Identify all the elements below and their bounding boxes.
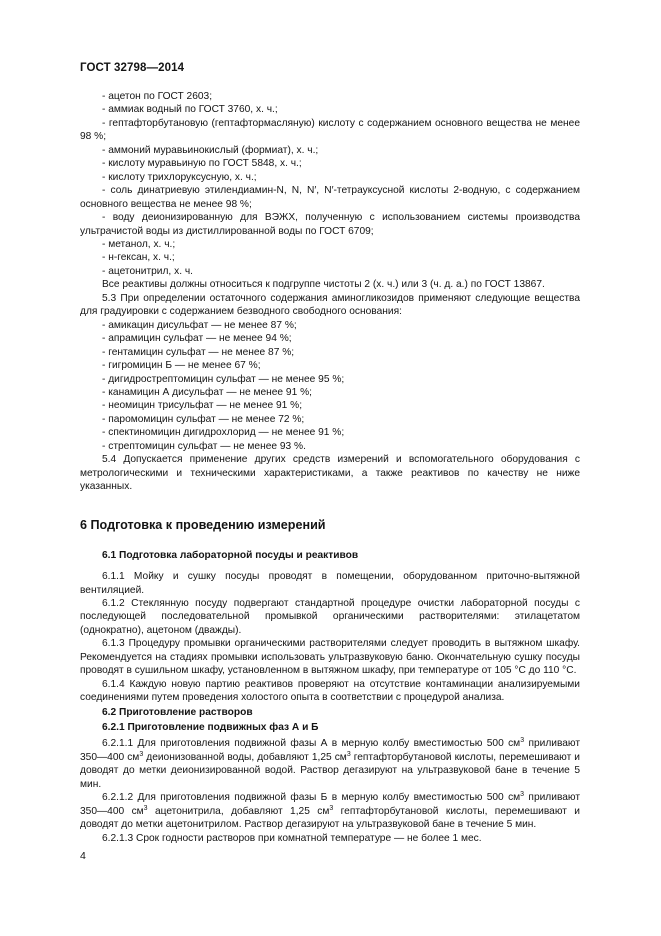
reagent-item: - кислоту трихлоруксусную, х. ч.; [102,171,257,183]
reagent-item: - воду деионизированную для ВЭЖХ, полученную с использованием системы производства ультрачистой воды из дистиллированной воды по ГОСТ 6709; [80,212,580,237]
standard-item: - гентамицин сульфат — не менее 87 %; [102,346,295,358]
standard-item: - гигромицин Б — не менее 67 %; [102,360,261,372]
paragraph-6-2-1-1: 6.2.1.1 Для приготовления подвижной фазы А в мерную колбу вместимостью 500 $см^3$ приливают 350—400 $см^3$ деионизованной воды, добавляют 1,25 $см^3$ гептафторбутановой кислоты, перемешивают и доводят до метки деионизированной водой. Раствор дегазируют на ультразвуковой бане в течение 5 мин. [80,737,580,790]
paragraph-5-3: 5.3 При определении остаточного содержания аминогликозидов применяют следующие вещества для градуировки с содержанием безводного свободного основания: [80,292,580,318]
standard-item: - спектиномицин дигидрохлорид — не менее 91 %; [102,427,345,439]
subsection-6-1-heading: 6.1 Подготовка лабораторной посуды и реактивов [102,549,359,561]
page-number: 4 [80,850,86,862]
reagent-item: - кислоту муравьиную по ГОСТ 5848, х. ч.; [102,158,302,170]
page-content [80,90,580,845]
reagent-item: - аммиак водный по ГОСТ 3760, х. ч.; [102,104,278,116]
reagent-item: - ацетон по ГОСТ 2603; [102,91,213,102]
subsection-6-2-1-heading: 6.2.1 Приготовление подвижных фаз А и Б [102,722,319,734]
paragraph-6-2-1-3: 6.2.1.3 Срок годности растворов при комнатной температуре — не более 1 мес. [102,832,482,844]
paragraph-6-1-2: 6.1.2 Стеклянную посуду подвергают стандартной процедуре очистки лабораторной посуды с последующей последовательной промывкой органическими растворителями: этилацетатом (однократно), ацетоном (дважды). [80,597,580,636]
paragraph-6-1-1: 6.1.1 Мойку и сушку посуды проводят в помещении, оборудованном приточно-вытяжной вентиляцией. [80,571,580,596]
standard-item: - апрамицин сульфат — не менее 94 %; [102,333,292,345]
paragraph-6-1-3: 6.1.3 Процедуру промывки органическими растворителями следует проводить в вытяжном шкафу. Рекомендуется на стадиях промывки использовать ультразвуковую баню. Окончательную сушку посуды проводят в сушильном шкафу, установленном в вытяжном шкафу, при температуре от 105 °С до 110 °С. [80,638,580,677]
reagent-item: - соль динатриевую этилендиамин-N, N, N′, N′-тетрауксусной кислоты 2-водную, с содержанием основного вещества не менее 98 %; [80,185,580,210]
reagent-item: - аммоний муравьинокислый (формиат), х. ч.; [102,144,319,156]
standard-item: - стрептомицин сульфат — не менее 93 %. [102,440,306,452]
reagent-item: - ацетонитрил, х. ч. [102,265,193,277]
section-6-heading: 6 Подготовка к проведению измерений [80,517,326,532]
standard-item: - паромомицин сульфат — не менее 72 %; [102,413,305,425]
purity-note: Все реактивы должны относиться к подгруппе чистоты 2 (х. ч.) или 3 (ч. д. а.) по ГОСТ 13867. [102,279,545,291]
standard-item: - амикацин дисульфат — не менее 87 %; [102,319,297,331]
subsection-6-2-heading: 6.2 Приготовление растворов [102,706,253,718]
reagent-item: - гептафторбутановую (гептафтормасляную) кислоту с содержанием основного вещества не менее 98 %; [80,117,580,143]
paragraph-6-2-1-2: 6.2.1.2 Для приготовления подвижной фазы Б в мерную колбу вместимостью 500 $см^3$ приливают 350—400 $см^3$ ацетонитрила, добавляют 1,25 $см^3$ гептафторбутановой кислоты, перемешивают и доводят до метки ацетонитрилом. Раствор дегазируют на ультразвуковой бане в течение 5 мин. [80,791,580,831]
page-header: ГОСТ 32798—2014 [80,62,185,74]
standard-item: - канамицин А дисульфат — не менее 91 %; [102,386,312,398]
standard-item: - неомицин трисульфат — не менее 91 %; [102,400,303,412]
standard-item: - дигидрострептомицин сульфат — не менее 95 %; [102,373,345,385]
paragraph-6-1-4: 6.1.4 Каждую новую партию реактивов проверяют на отсутствие контаминации анализируемыми соединениями путем проведения холостого опыта в соответствии с процедурой анализа. [80,678,580,704]
reagent-item: - метанол, х. ч.; [102,238,176,250]
reagent-item: - н-гексан, х. ч.; [102,252,175,264]
paragraph-5-4: 5.4 Допускается применение других средств измерений и вспомогательного оборудования с метрологическими и техническими характеристиками, а также реактивов по качеству не ниже указанных. [80,454,580,493]
